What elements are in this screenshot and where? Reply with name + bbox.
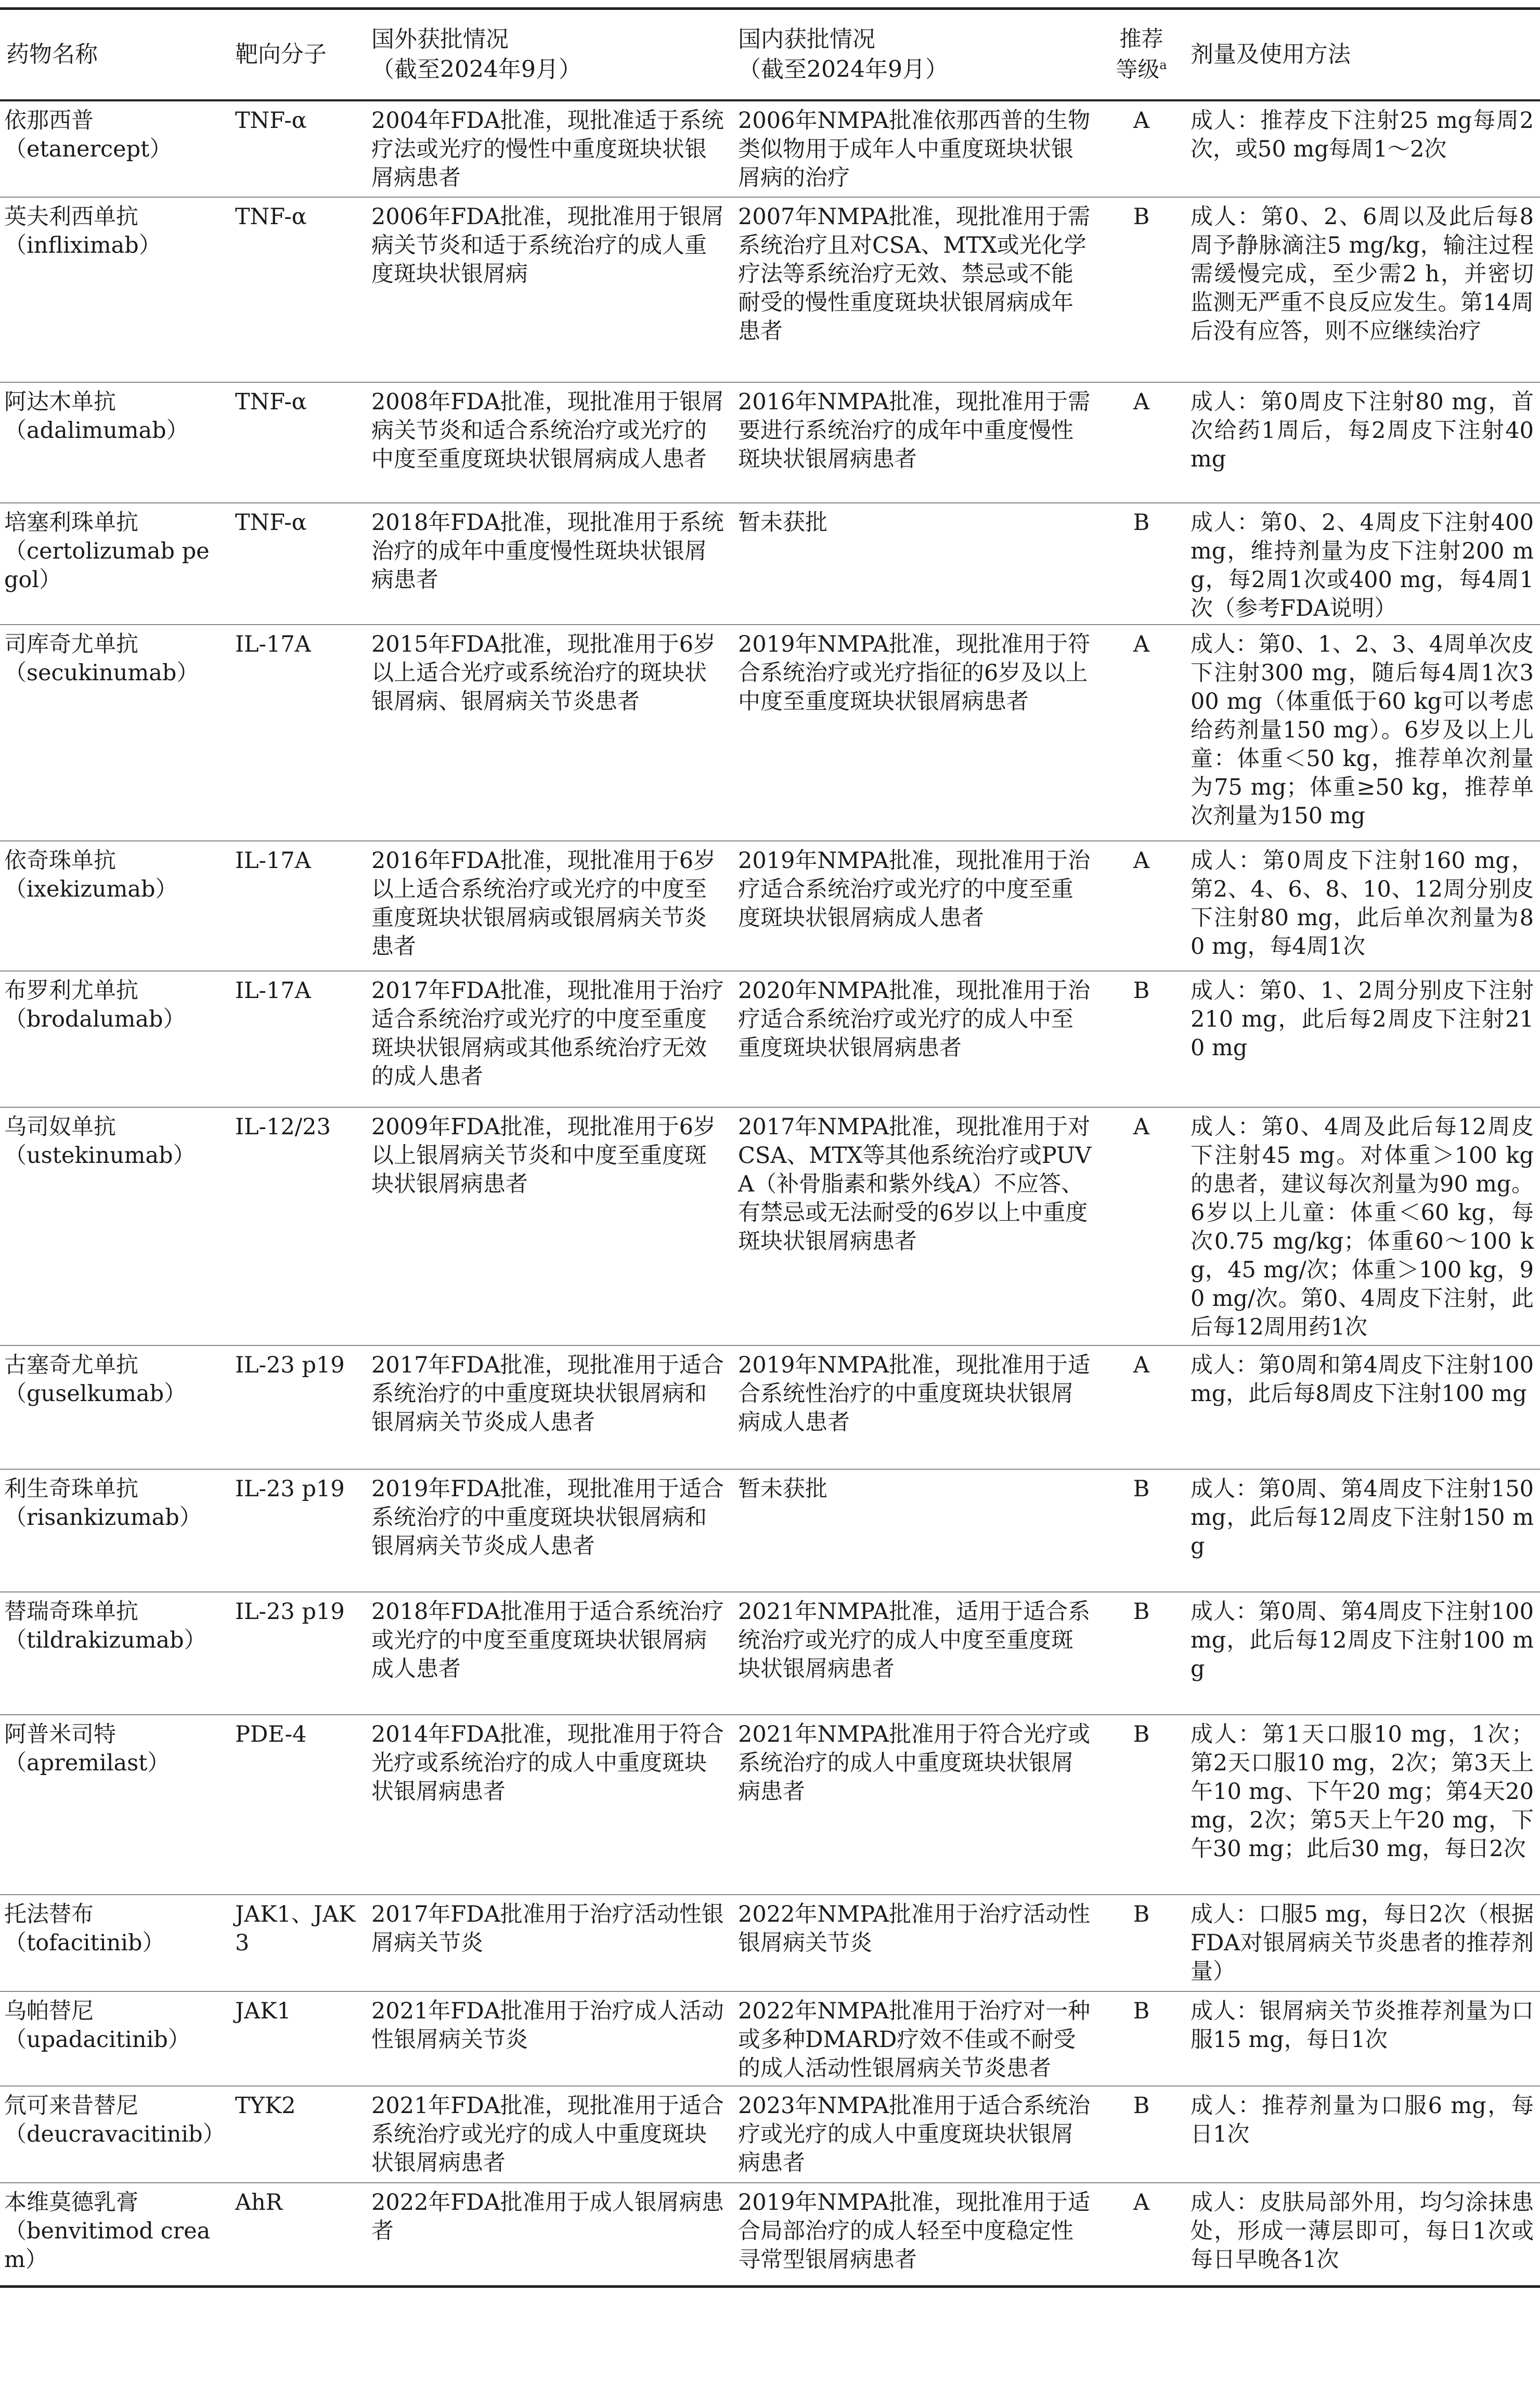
drug-name-cell xyxy=(0,1592,229,1715)
foreign-approval-cell: 2022年FDA批准用于成人银屑病患者 xyxy=(365,2183,732,2287)
drug-name-cn: 利生奇珠单抗 xyxy=(4,1475,138,1502)
grade-cell: B xyxy=(1098,971,1184,1107)
drug-name-cell xyxy=(0,2183,229,2287)
target-cell: IL-23 p19 xyxy=(229,1592,365,1715)
drug-name-cn: 乌司奴单抗 xyxy=(4,1113,116,1140)
dosage-cell: 成人：第0周和第4周皮下注射100 mg，此后每8周皮下注射100 mg xyxy=(1184,1345,1540,1469)
dosage-cell: 成人：口服5 mg，每日2次（根据FDA对银屑病关节炎患者的推荐剂量） xyxy=(1184,1895,1540,1991)
domestic-approval-cell: 2022年NMPA批准用于治疗对一种或多种DMARD疗效不佳或不耐受的成人活动性银屑病关节炎患者 xyxy=(732,1991,1098,2086)
drug-name-cn: 布罗利尤单抗 xyxy=(4,977,138,1004)
drug-name-en: （etanercept） xyxy=(4,136,172,162)
drug-name-cell xyxy=(0,382,229,503)
drug-name-cell xyxy=(0,1107,229,1345)
domestic-approval-cell: 2019年NMPA批准，现批准用于治疗适合系统治疗或光疗的中度至重度斑块状银屑病成人患者 xyxy=(732,841,1098,971)
dosage-cell: 成人：第0、4周及此后每12周皮下注射45 mg。对体重＞100 kg的患者，建议每次剂量为90 mg。6岁以上儿童：体重＜60 kg，每次0.75 mg/kg；体重60～100 kg，45 mg/次；体重＞100 kg，90 mg/次。第0、4周皮下注射，此后每12周用药1次 xyxy=(1184,1107,1540,1345)
header-drug-name: 药物名称 xyxy=(0,9,229,100)
foreign-approval-cell: 2019年FDA批准，现批准用于适合系统治疗的中重度斑块状银屑病和银屑病关节炎成人患者 xyxy=(365,1469,732,1592)
table-row xyxy=(0,1715,1540,1895)
drug-name-en: （guselkumab） xyxy=(4,1380,187,1407)
drug-name-cell xyxy=(0,197,229,382)
drug-name-cn: 本维莫德乳膏 xyxy=(4,2189,138,2216)
dosage-cell: 成人：第0、2、4周皮下注射400 mg，维持剂量为皮下注射200 mg，每2周1次或400 mg，每4周1次（参考FDA说明） xyxy=(1184,503,1540,625)
header-domestic-approval: 国内获批情况 （截至2024年9月） xyxy=(732,9,1098,100)
grade-cell: A xyxy=(1098,100,1184,197)
grade-cell: B xyxy=(1098,1592,1184,1715)
dosage-cell: 成人：银屑病关节炎推荐剂量为口服15 mg，每日1次 xyxy=(1184,1991,1540,2086)
foreign-approval-cell: 2008年FDA批准，现批准用于银屑病关节炎和适合系统治疗或光疗的中度至重度斑块状银屑病成人患者 xyxy=(365,382,732,503)
foreign-approval-cell: 2017年FDA批准，现批准用于适合系统治疗的中重度斑块状银屑病和银屑病关节炎成人患者 xyxy=(365,1345,732,1469)
foreign-approval-cell: 2016年FDA批准，现批准用于6岁以上适合系统治疗或光疗的中度至重度斑块状银屑病或银屑病关节炎患者 xyxy=(365,841,732,971)
table-row xyxy=(0,1107,1540,1345)
dosage-cell: 成人：推荐剂量为口服6 mg，每日1次 xyxy=(1184,2086,1540,2183)
foreign-approval-cell: 2015年FDA批准，现批准用于6岁以上适合光疗或系统治疗的斑块状银屑病、银屑病关节炎患者 xyxy=(365,625,732,841)
drug-name-cn: 依奇珠单抗 xyxy=(4,847,116,874)
drug-name-cell xyxy=(0,1345,229,1469)
table-row xyxy=(0,1895,1540,1991)
foreign-approval-cell: 2006年FDA批准，现批准用于银屑病关节炎和适于系统治疗的成人重度斑块状银屑病 xyxy=(365,197,732,382)
dosage-cell: 成人：第0、1、2周分别皮下注射210 mg，此后每2周皮下注射210 mg xyxy=(1184,971,1540,1107)
dosage-cell: 成人：皮肤局部外用，均匀涂抹患处，形成一薄层即可，每日1次或每日早晚各1次 xyxy=(1184,2183,1540,2287)
target-cell: IL-17A xyxy=(229,971,365,1107)
drug-name-cell xyxy=(0,2086,229,2183)
dosage-cell: 成人：第0周皮下注射160 mg，第2、4、6、8、10、12周分别皮下注射80 mg，此后单次剂量为80 mg，每4周1次 xyxy=(1184,841,1540,971)
table-row xyxy=(0,625,1540,841)
grade-cell: A xyxy=(1098,382,1184,503)
drug-name-cell xyxy=(0,625,229,841)
target-cell: TNF-α xyxy=(229,382,365,503)
foreign-approval-cell: 2009年FDA批准，现批准用于6岁以上银屑病关节炎和中度至重度斑块状银屑病患者 xyxy=(365,1107,732,1345)
foreign-approval-cell: 2014年FDA批准，现批准用于符合光疗或系统治疗的成人中重度斑块状银屑病患者 xyxy=(365,1715,732,1895)
target-cell: JAK1 xyxy=(229,1991,365,2086)
dosage-cell: 成人：第0周皮下注射80 mg，首次给药1周后，每2周皮下注射40 mg xyxy=(1184,382,1540,503)
table-row xyxy=(0,1991,1540,2086)
domestic-approval-cell: 2006年NMPA批准依那西普的生物类似物用于成年人中重度斑块状银屑病的治疗 xyxy=(732,100,1098,197)
domestic-approval-cell: 2021年NMPA批准，适用于适合系统治疗或光疗的成人中度至重度斑块状银屑病患者 xyxy=(732,1592,1098,1715)
drug-name-en: （infliximab） xyxy=(4,232,161,258)
grade-cell: A xyxy=(1098,1107,1184,1345)
domestic-approval-cell: 2019年NMPA批准，现批准用于符合系统治疗或光疗指征的6岁及以上中度至重度斑块状银屑病患者 xyxy=(732,625,1098,841)
drug-name-en: （tofacitinib） xyxy=(4,1929,165,1956)
target-cell: TNF-α xyxy=(229,197,365,382)
dosage-cell: 成人：第0周、第4周皮下注射100 mg，此后每12周皮下注射100 mg xyxy=(1184,1592,1540,1715)
drug-name-en: （brodalumab） xyxy=(4,1006,186,1032)
drug-name-cell xyxy=(0,971,229,1107)
domestic-approval-cell: 暂未获批 xyxy=(732,1469,1098,1592)
drug-name-cn: 依那西普 xyxy=(4,107,94,134)
drug-name-cn: 托法替布 xyxy=(4,1901,94,1927)
target-cell: IL-17A xyxy=(229,841,365,971)
drug-name-cn: 古塞奇尤单抗 xyxy=(4,1352,138,1378)
drug-name-cn: 氘可来昔替尼 xyxy=(4,2092,138,2119)
table-row xyxy=(0,1345,1540,1469)
foreign-approval-cell: 2021年FDA批准用于治疗成人活动性银屑病关节炎 xyxy=(365,1991,732,2086)
domestic-approval-cell: 2017年NMPA批准，现批准用于对CSA、MTX等其他系统治疗或PUVA（补骨脂素和紫外线A）不应答、有禁忌或无法耐受的6岁以上中重度斑块状银屑病患者 xyxy=(732,1107,1098,1345)
header-foreign-approval: 国外获批情况 （截至2024年9月） xyxy=(365,9,732,100)
table-header-row xyxy=(0,9,1540,100)
grade-cell: B xyxy=(1098,1895,1184,1991)
domestic-approval-cell: 2023年NMPA批准用于适合系统治疗或光疗的成人中重度斑块状银屑病患者 xyxy=(732,2086,1098,2183)
drug-name-cell xyxy=(0,1469,229,1592)
foreign-approval-cell: 2004年FDA批准，现批准适于系统疗法或光疗的慢性中重度斑块状银屑病患者 xyxy=(365,100,732,197)
table-row xyxy=(0,197,1540,382)
drug-name-en: （secukinumab） xyxy=(4,659,199,686)
table-row xyxy=(0,1469,1540,1592)
drug-name-en: （deucravacitinib） xyxy=(4,2121,225,2147)
foreign-approval-cell: 2018年FDA批准用于适合系统治疗或光疗的中度至重度斑块状银屑病成人患者 xyxy=(365,1592,732,1715)
dosage-cell: 成人：第0、1、2、3、4周单次皮下注射300 mg，随后每4周1次300 mg（体重低于60 kg可以考虑给药剂量150 mg）。6岁及以上儿童：体重＜50 kg，推荐单次剂量为75 mg；体重≥50 kg，推荐单次剂量为150 mg xyxy=(1184,625,1540,841)
domestic-approval-cell: 2016年NMPA批准，现批准用于需要进行系统治疗的成年中重度慢性斑块状银屑病患者 xyxy=(732,382,1098,503)
drug-name-cell xyxy=(0,503,229,625)
drug-name-cn: 英夫利西单抗 xyxy=(4,203,138,230)
drug-name-cn: 乌帕替尼 xyxy=(4,1998,94,2024)
table-row xyxy=(0,503,1540,625)
header-recommendation-grade: 推荐 等级$^a$ xyxy=(1098,9,1184,100)
header-target: 靶向分子 xyxy=(229,9,365,100)
target-cell: AhR xyxy=(229,2183,365,2287)
grade-cell: B xyxy=(1098,1469,1184,1592)
domestic-approval-cell: 2021年NMPA批准用于符合光疗或系统治疗的成人中重度斑块状银屑病患者 xyxy=(732,1715,1098,1895)
domestic-approval-cell: 暂未获批 xyxy=(732,503,1098,625)
target-cell: TNF-α xyxy=(229,100,365,197)
table-row xyxy=(0,2183,1540,2287)
header-dosage: 剂量及使用方法 xyxy=(1184,9,1540,100)
grade-cell: A xyxy=(1098,625,1184,841)
grade-cell: B xyxy=(1098,2086,1184,2183)
grade-cell: A xyxy=(1098,841,1184,971)
drug-name-cell xyxy=(0,1895,229,1991)
drug-name-cell xyxy=(0,100,229,197)
foreign-approval-cell: 2017年FDA批准用于治疗活动性银屑病关节炎 xyxy=(365,1895,732,1991)
drug-name-cn: 培塞利珠单抗 xyxy=(4,509,138,536)
drug-name-en: （certolizumab pegol） xyxy=(4,538,210,593)
grade-cell: B xyxy=(1098,1715,1184,1895)
target-cell: IL-12/23 xyxy=(229,1107,365,1345)
drug-name-cell xyxy=(0,1991,229,2086)
table-row xyxy=(0,2086,1540,2183)
domestic-approval-cell: 2007年NMPA批准，现批准用于需系统治疗且对CSA、MTX或光化学疗法等系统治疗无效、禁忌或不能耐受的慢性重度斑块状银屑病成年患者 xyxy=(732,197,1098,382)
drug-name-en: （upadacitinib） xyxy=(4,2026,190,2053)
drug-name-en: （ustekinumab） xyxy=(4,1142,196,1169)
grade-footnote-mark: a xyxy=(1159,58,1167,73)
target-cell: TNF-α xyxy=(229,503,365,625)
foreign-approval-cell: 2017年FDA批准，现批准用于治疗适合系统治疗或光疗的中度至重度斑块状银屑病或其他系统治疗无效的成人患者 xyxy=(365,971,732,1107)
target-cell: TYK2 xyxy=(229,2086,365,2183)
drug-name-en: （adalimumab） xyxy=(4,417,189,444)
target-cell: JAK1、JAK3 xyxy=(229,1895,365,1991)
drug-table xyxy=(0,7,1540,2288)
foreign-approval-cell: 2021年FDA批准，现批准用于适合系统治疗或光疗的成人中重度斑块状银屑病患者 xyxy=(365,2086,732,2183)
grade-cell: A xyxy=(1098,1345,1184,1469)
grade-cell: B xyxy=(1098,503,1184,625)
foreign-approval-cell: 2018年FDA批准，现批准用于系统治疗的成年中重度慢性斑块状银屑病患者 xyxy=(365,503,732,625)
domestic-approval-cell: 2022年NMPA批准用于治疗活动性银屑病关节炎 xyxy=(732,1895,1098,1991)
drug-name-en: （benvitimod cream） xyxy=(4,2218,211,2273)
table-row xyxy=(0,841,1540,971)
table-row xyxy=(0,100,1540,197)
grade-cell: B xyxy=(1098,197,1184,382)
dosage-cell: 成人：第1天口服10 mg，1次；第2天口服10 mg，2次；第3天上午10 mg、下午20 mg；第4天20 mg，2次；第5天上午20 mg，下午30 mg；此后30 mg，每日2次 xyxy=(1184,1715,1540,1895)
target-cell: PDE-4 xyxy=(229,1715,365,1895)
dosage-cell: 成人：推荐皮下注射25 mg每周2次，或50 mg每周1～2次 xyxy=(1184,100,1540,197)
grade-cell: A xyxy=(1098,2183,1184,2287)
dosage-cell: 成人：第0周、第4周皮下注射150 mg，此后每12周皮下注射150 mg xyxy=(1184,1469,1540,1592)
grade-cell: B xyxy=(1098,1991,1184,2086)
domestic-approval-cell: 2019年NMPA批准，现批准用于适合局部治疗的成人轻至中度稳定性寻常型银屑病患者 xyxy=(732,2183,1098,2287)
drug-name-cell xyxy=(0,1715,229,1895)
dosage-cell: 成人：第0、2、6周以及此后每8周予静脉滴注5 mg/kg，输注过程需缓慢完成，至少需2 h，并密切监测无严重不良反应发生。第14周后没有应答，则不应继续治疗 xyxy=(1184,197,1540,382)
drug-name-cn: 阿达木单抗 xyxy=(4,388,116,415)
target-cell: IL-23 p19 xyxy=(229,1469,365,1592)
drug-name-en: （ixekizumab） xyxy=(4,876,178,902)
drug-name-cn: 司库奇尤单抗 xyxy=(4,631,138,657)
drug-name-en: （apremilast） xyxy=(4,1750,170,1776)
table-row xyxy=(0,971,1540,1107)
table-row xyxy=(0,1592,1540,1715)
drug-name-cn: 替瑞奇珠单抗 xyxy=(4,1598,138,1625)
drug-name-en: （tildrakizumab） xyxy=(4,1627,206,1653)
target-cell: IL-23 p19 xyxy=(229,1345,365,1469)
target-cell: IL-17A xyxy=(229,625,365,841)
drug-name-cn: 阿普米司特 xyxy=(4,1721,116,1747)
domestic-approval-cell: 2019年NMPA批准，现批准用于适合系统性治疗的中重度斑块状银屑病成人患者 xyxy=(732,1345,1098,1469)
domestic-approval-cell: 2020年NMPA批准，现批准用于治疗适合系统治疗或光疗的成人中至重度斑块状银屑病患者 xyxy=(732,971,1098,1107)
drug-name-cell xyxy=(0,841,229,971)
drug-name-en: （risankizumab） xyxy=(4,1504,202,1531)
table-row xyxy=(0,382,1540,503)
